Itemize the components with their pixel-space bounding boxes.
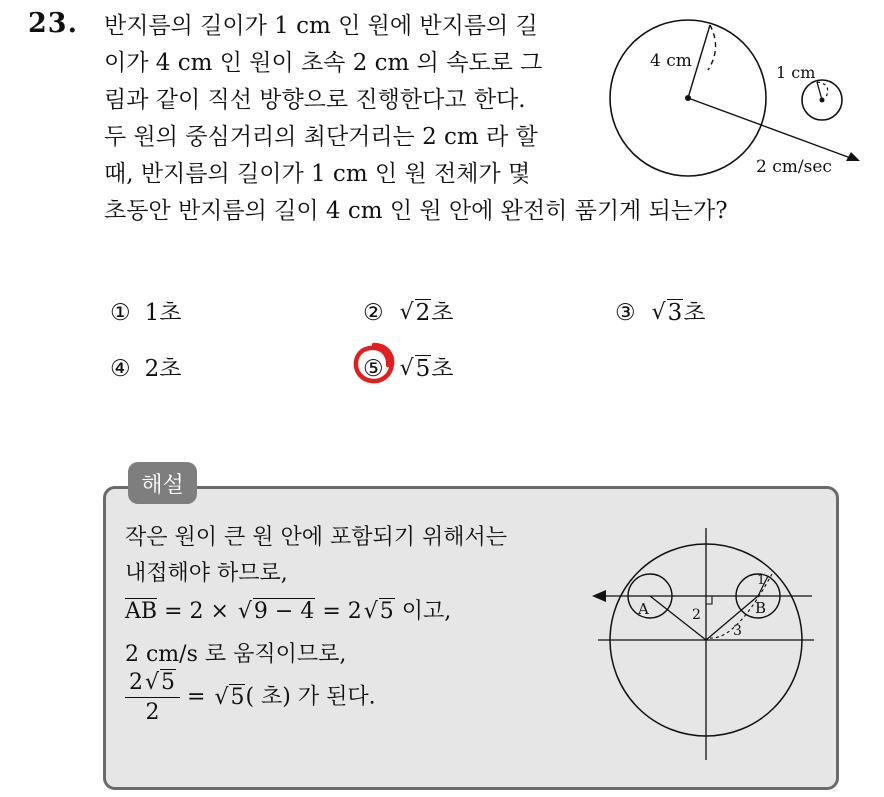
motion-line: [688, 98, 856, 160]
choice-suffix: 초: [431, 356, 454, 382]
sqrt: √ 9 − 4: [237, 599, 315, 624]
solution-badge: 해설: [128, 462, 197, 504]
solution-line-3: AB = 2 × √ 9 − 4 = 2 √ 5 이고,: [125, 599, 452, 624]
question-line-3: 림과 같이 직선 방향으로 진행한다고 한다.: [104, 87, 526, 113]
speed-label: 2 cm/sec: [756, 157, 832, 177]
right-angle-mark: [706, 596, 712, 604]
label-3: 3: [733, 623, 742, 639]
question-line-6: 초동안 반지름의 길이 4 cm 인 원 안에 완전히 품기게 되는가?: [104, 198, 728, 224]
choice-mark: ②: [363, 300, 384, 326]
sqrt: √ 2: [399, 300, 431, 326]
label-1: 1: [757, 573, 766, 588]
question-diagram: [598, 10, 878, 196]
question-line-2: 이가 4 cm 인 원이 초속 2 cm 의 속도로 그: [104, 50, 543, 76]
sqrt: √ 3: [651, 300, 683, 326]
choice-1[interactable]: ① 1초: [110, 300, 182, 326]
small-radius-label: 1 cm: [776, 63, 816, 82]
big-radius-arc: [708, 25, 716, 70]
choice-mark: ①: [110, 300, 131, 326]
fraction: 2 √ 5 2: [125, 670, 180, 725]
sqrt: √ 5: [399, 356, 431, 382]
solution-line-1: 작은 원이 큰 원 안에 포함되기 위해서는: [125, 525, 507, 550]
segment-ab: AB: [125, 599, 158, 624]
choice-mark: ④: [110, 356, 131, 382]
solution-line-5: 2 √ 5 2 = √ 5( 초) 가 된다.: [125, 670, 376, 725]
choice-mark: ③: [615, 300, 636, 326]
small-center-dot: [820, 98, 825, 103]
solution-line-2: 내접해야 하므로,: [125, 561, 288, 586]
label-a: A: [638, 600, 649, 618]
choice-2[interactable]: [363, 294, 453, 327]
choice-suffix: 초: [683, 300, 706, 326]
question-line-5: 때, 반지름의 길이가 1 cm 인 원 전체가 몇: [104, 161, 531, 187]
solution-line-4: 2 cm/s 로 움직이므로,: [125, 642, 347, 667]
label-b: B: [755, 599, 767, 617]
choice-4[interactable]: ④ 2초: [110, 356, 182, 382]
question-line-4: 두 원의 중심거리의 최단거리는 2 cm 라 할: [104, 124, 538, 150]
choice-mark: ⑤: [363, 356, 384, 382]
choice-3[interactable]: [615, 294, 705, 327]
big-radius-label: 4 cm: [650, 51, 692, 71]
solution-diagram: [588, 528, 820, 764]
path-arrowhead: [592, 590, 606, 602]
choice-suffix: 초: [431, 300, 454, 326]
question-number: 23.: [28, 8, 78, 39]
label-2: 2: [692, 607, 701, 623]
small-radius-line: [817, 82, 822, 100]
sqrt: √ 5: [145, 670, 175, 695]
sqrt: √ 5: [363, 599, 394, 624]
segment-center-b: [706, 596, 758, 640]
choice-suffix: 초: [159, 300, 182, 326]
answer-circle-mark: [351, 340, 397, 386]
question-line-1: 반지름의 길이가 1 cm 인 원에 반지름의 길: [104, 13, 538, 39]
choice-suffix: 초: [159, 356, 182, 382]
sqrt: √ 5: [214, 684, 245, 710]
